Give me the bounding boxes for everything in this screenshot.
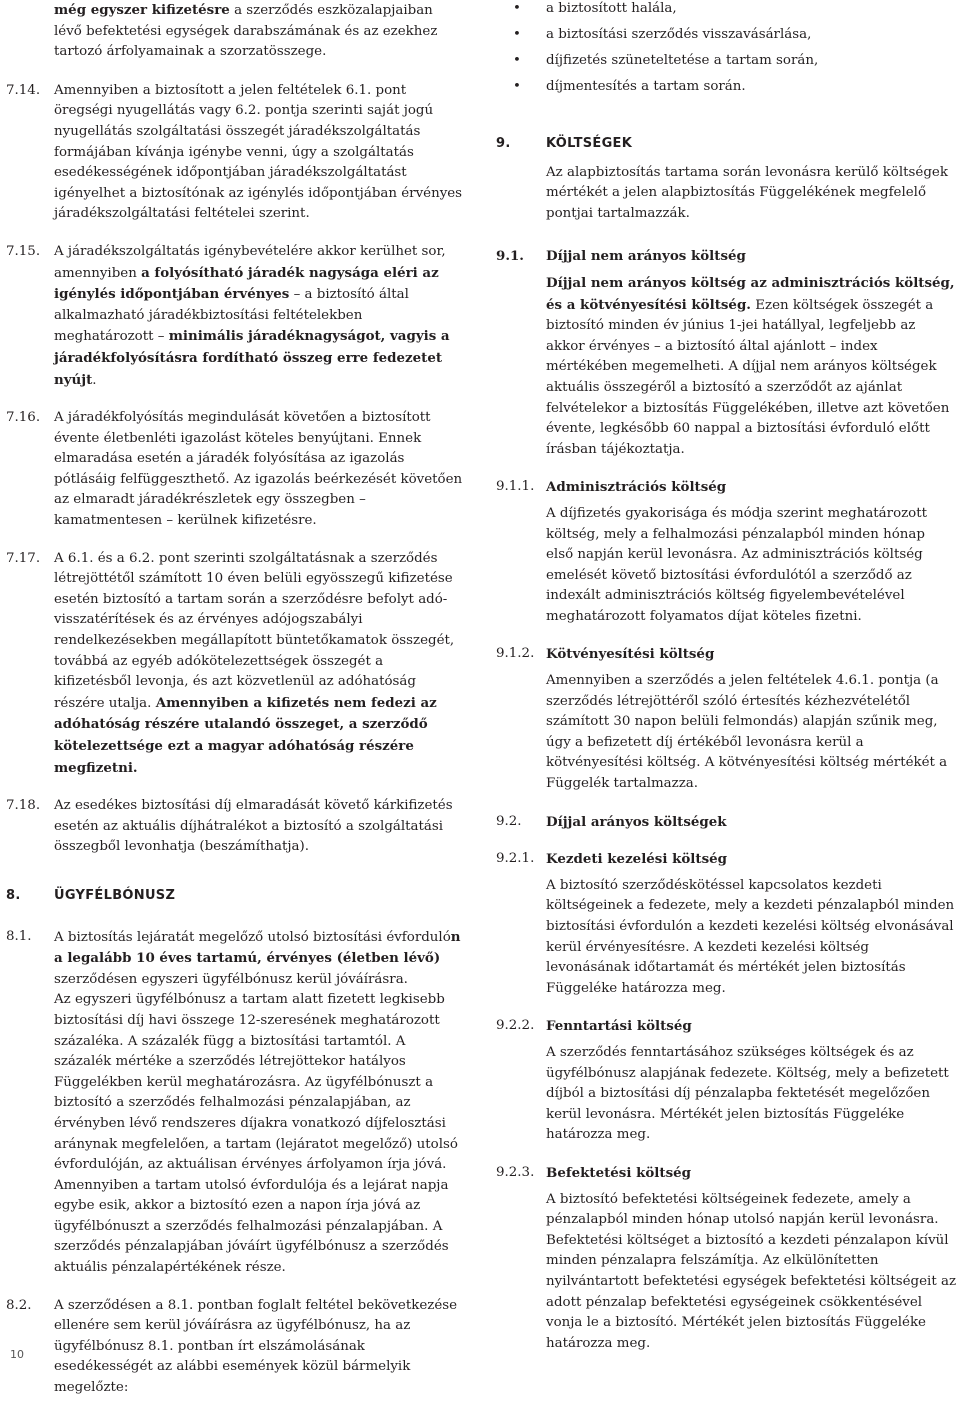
clause-title: Díjjal arányos költségek	[546, 813, 727, 830]
clause-number: 7.17.	[6, 550, 41, 566]
clause-7-18	[6, 796, 464, 858]
clause-number: 9.2.3.	[496, 1164, 535, 1180]
clause-text: A járadékfolyósítás megindulását követően a biztosított évente életbenléti igazolást köteles benyújtani. Ennek elmaradása esetén a járadék folyósítása az igazolás pótlásáig felfüggeszthető. Az igazolás beérkezését követően az elmaradt járadékrészletek egy összegben – kamatmentesen – kerülnek kifizetésre.	[54, 410, 463, 529]
clause-text	[546, 273, 956, 460]
list-item: • a biztosított halála,	[546, 0, 956, 22]
clause-7-16	[6, 408, 464, 532]
clause-text: Amennyiben a biztosított a jelen feltételek 6.1. pont öregségi nyugellátás vagy 6.2. pontja szerinti saját jogú nyugellátás szolgáltatási összegét járadékszolgáltatás formájában kívánja igénybe venni, úgy a szolgáltatás esedékességének időpontjában járadékszolgáltatást igényelhet a biztosítónak az igénylés időpontjában érvényes járadékszolgáltatási feltételei szerint.	[54, 82, 463, 222]
list-item: • díjmentesítés a tartam során.	[546, 74, 956, 100]
section-text: Az alapbiztosítás tartama során levonásra kerülő költségek mértékét a jelen alapbiztosítás Függelékének megfelelő pontjai tartalmazzák.	[546, 164, 948, 221]
clause-8-2	[6, 1296, 464, 1399]
list-item: • díjfizetés szüneteltetése a tartam során,	[546, 48, 956, 74]
clause-number: 8.2.	[6, 1297, 32, 1313]
clause-8-1	[6, 927, 464, 1279]
text-run: A járadékszolgáltatás igénybevételére akkor kerülhet sor, amennyiben	[54, 243, 446, 281]
text-run: Ezen költségek összegét a biztosító minden év június 1-jei hatállyal, legfeljebb az akkor érvényes – a biztosító által ajánlott – index mértékében megemelheti. A díjjal nem arányos költségek aktuális összegéről a biztosító a szerződőt az ajánlat felvételekor a biztosítás Függelékében, illetve azt követően évente, legkésőbb 60 nappal a biztosítási évforduló előtt írásban tájékoztatja.	[546, 297, 950, 457]
section-number: 8.	[6, 887, 21, 903]
clause-title: Befektetési költség	[546, 1164, 691, 1181]
clause-text: Az esedékes biztosítási díj elmaradását követő kárkifizetés esetén az aktuális díjhátralékot a biztosító a szolgáltatási összegből levonhatja (beszámíthatja).	[54, 798, 453, 855]
clause-number: 7.15.	[6, 243, 41, 259]
clause-text: A szerződésen a 8.1. pontban foglalt feltétel bekövetkezése ellenére sem kerül jóváírásra az ügyfélbónusz, ha az ügyfélbónusz 8.1. pontban írt elszámolásának esedékességét az alábbi események közül bármelyik megelőzte:	[54, 1297, 458, 1396]
clause-title: Kötvényesítési költség	[546, 646, 715, 663]
clause-9-1-2	[496, 644, 956, 794]
clause-9-2-1	[496, 849, 956, 999]
clause-7-13-continuation	[6, 0, 464, 63]
clause-7-17	[6, 549, 464, 780]
clause-number: 9.2.2.	[496, 1018, 535, 1034]
bold-text-run: minimális járadéknagyságot, vagyis a járadékfolyósításra fordítható összeg erre fedezetet nyújt	[54, 328, 450, 388]
bold-text-run: Amennyiben a kifizetés nem fedezi az adóhatóság részére utalandó összeget, a szerződő kötelezettsége ezt a magyar adóhatóság részére megfizetni.	[54, 694, 437, 776]
clause-9-1	[496, 246, 956, 460]
section-9-heading	[496, 134, 956, 155]
text-run: – a biztosító által alkalmazható járadékbiztosítási feltételekben meghatározott –	[54, 287, 409, 345]
clause-number: 7.18.	[6, 798, 41, 814]
text-run: szerződésen egyszeri ügyfélbónusz kerül jóváírásra.	[54, 971, 408, 987]
clause-text: A szerződés fenntartásához szükséges költségek és az ügyfélbónusz alapjának fedezete. Költség, mely a befizetett díjból a biztosítási díj pénzalapba fektetését megelőzően kerül levonásra. Mértékét jelen biztosítás Függeléke határozza meg.	[546, 1044, 949, 1143]
section-number: 9.	[496, 136, 511, 151]
clause-text: A biztosító befektetési költségeinek fedezete, amely a pénzalapból minden hónap utolsó napján kerül levonásra. Befektetési költséget a biztosító a kezdeti pénzalapon kívül minden pénzalapra felszámítja. Az elkülönítetten nyilvántartott befektetési egységek befektetési költségeit az adott pénzalap befektetési egységeinek csökkentésével vonja le a biztosító. Mértékét jelen biztosítás Függeléke határozza meg.	[546, 1191, 956, 1351]
clause-7-14	[6, 81, 464, 225]
clause-text: Amennyiben a szerződés a jelen feltételek 4.6.1. pontja (a szerződés létrejöttéről szóló értesítés kézhezvételétől számított 30 napon belüli felmondás) alapján szűnik meg, úgy a befizetett díj értékéből levonásra kerül a kötvényesítési költség. A kötvényesítési költség mértékét a Függelék tartalmazza.	[546, 673, 948, 792]
clause-text-continued: Az egyszeri ügyfélbónusz a tartam alatt fizetett legkisebb biztosítási díj havi összege 12-szeresének meghatározott százaléka. A százalék függ a biztosítási tartamtól. A százalék mértéke a szerződés létrejöttekor hatályos Függelékben kerül meghatározásra. Az ügyfélbónuszt a biztosító a szerződés felhalmozási pénzalapjában, az érvényben lévő rendszeres díjakra vonatkozó díjfelosztási aránynak megfelelően, a tartam (lejáratot megelőző) utolsó évfordulóján, az aktuálisan érvényes árfolyamon írja jóvá. Amennyiben a tartam utolsó évfordulója és a lejárat napja egybe esik, akkor a biztosító ezen a napon írja jóvá az ügyfélbónuszt a szerződés felhalmozási pénzalapjában. A szerződés pénzalapjában jóváírt ügyfélbónusz a szerződés aktuális pénzalapértékének része.	[54, 992, 458, 1276]
bold-text-run: a folyósítható járadék nagysága eléri az igénylés időpontjában érvényes	[54, 264, 439, 303]
clause-title: Kezdeti kezelési költség	[546, 851, 728, 868]
clause-9-2-2	[496, 1016, 956, 1146]
clause-9-2	[496, 812, 956, 833]
clause-number: 7.14.	[6, 82, 41, 98]
text-run: a szerződés eszközalapjaiban lévő befektetési egységek darabszámának és az ezekhez tartozó árfolyamainak a szorzatösszege.	[54, 3, 438, 60]
clause-number: 9.1.2.	[496, 646, 535, 662]
clause-number: 9.2.1.	[496, 851, 535, 867]
clause-number: 7.16.	[6, 410, 41, 426]
clause-text	[54, 549, 464, 780]
clause-9-1-1	[496, 477, 956, 627]
clause-9-2-3	[496, 1163, 956, 1354]
section-title: KÖLTSÉGEK	[546, 136, 633, 151]
clause-title: Adminisztrációs költség	[546, 479, 727, 496]
clause-title: Fenntartási költség	[546, 1018, 692, 1035]
clause-text: A biztosító szerződéskötéssel kapcsolatos kezdeti költségeinek a fedezete, mely a kezdeti pénzalapból minden biztosítási évforduló​n a kezdeti kezelési költség elvonásával kerül érvényesítésre. A kezdeti kezelési költség levonásának időtartamát és mértékét jelen biztosítás Függeléke határozza meg.	[546, 877, 955, 996]
list-item: • a biztosítási szerződés visszavásárlása,	[546, 22, 956, 48]
left-column	[6, 0, 464, 1416]
clause-number: 9.1.	[496, 248, 524, 265]
clause-text: A díjfizetés gyakorisága és módja szerint meghatározott költség, mely a felhalmozási pénzalapból minden hónap első napján kerül levonásra. Az adminisztrációs költség emelését követő biztosítási évfordulótól a szerződő az indexált adminisztrációs költség figyelembevételével meghatározott folyamatos díjat köteles fizetni.	[546, 505, 928, 624]
section-title: ÜGYFÉLBÓNUSZ	[54, 887, 176, 903]
bold-text-run: Díjjal nem arányos költség az adminisztrációs költség, és a kötvényesítési költség.	[546, 274, 955, 313]
clause-text	[54, 927, 464, 991]
clause-7-15	[6, 242, 464, 391]
right-column	[496, 0, 956, 1371]
section-9-intro	[496, 163, 956, 225]
clause-text	[54, 242, 464, 391]
text-run: .	[92, 372, 97, 388]
event-bullet-list	[496, 0, 956, 100]
bold-text-run: n a legalább 10 éves tartamú, érvényes (életben lévő)	[54, 928, 461, 967]
clause-number: 9.1.1.	[496, 479, 535, 495]
text-run: A 6.1. és a 6.2. pont szerinti szolgáltatásnak a szerződés létrejöttétől számított 10 éven belüli egyösszegű kifizetése esetén biztosító a tartam során a szerződésre befolyt adó-visszatérítések és az érvényes adójogszabályi rendelkezésekben megállapított büntetőkamatok összegét, továbbá az egyéb adókötelezettségek összegét a kifizetésből levonja, és azt közvetlenül az adóhatóság részére utalja.	[54, 550, 455, 711]
bold-text-run: még egyszer kifizetésre	[54, 2, 230, 18]
clause-title: Díjjal nem arányos költség	[546, 248, 746, 265]
section-8-heading	[6, 886, 464, 907]
clause-number: 8.1.	[6, 928, 32, 944]
clause-text	[54, 0, 464, 63]
clause-number: 9.2.	[496, 813, 522, 829]
text-run: A biztosítás lejáratát megelőző utolsó biztosítási évforduló	[54, 929, 451, 945]
page-number: 10	[10, 1348, 24, 1361]
